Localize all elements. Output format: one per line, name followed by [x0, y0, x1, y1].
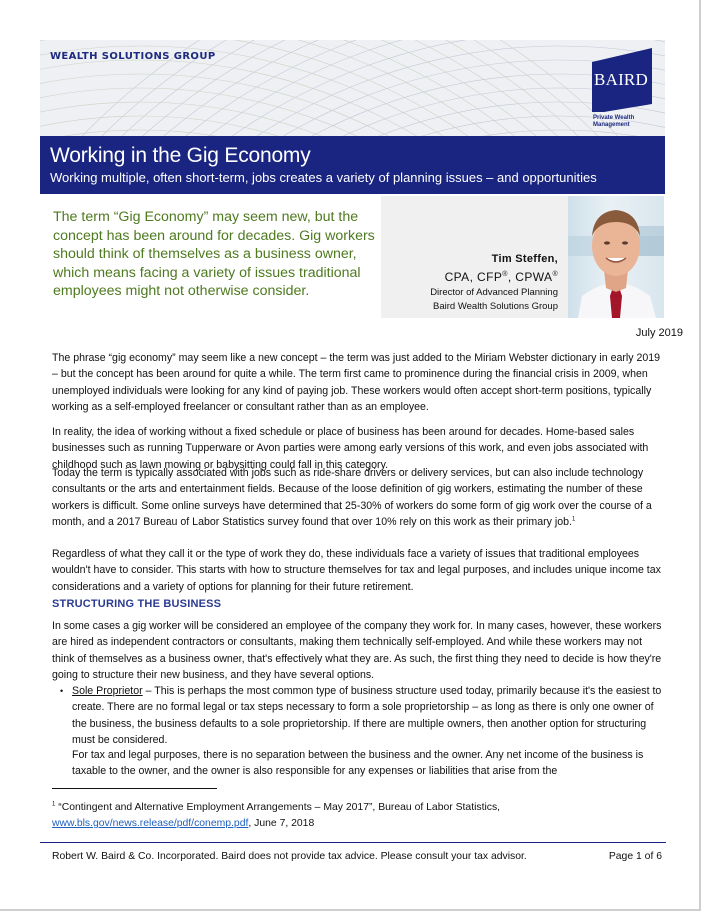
author-name: Tim Steffen,: [491, 253, 558, 265]
footnote-number: 1: [52, 801, 56, 808]
logo-subline-2: Management: [593, 122, 630, 128]
pattern-arc: [40, 88, 652, 136]
section-heading: STRUCTURING THE BUSINESS: [52, 598, 222, 610]
footnote-divider: [52, 788, 217, 789]
body-paragraph-3-text: Today the term is typically associated with jobs such as ride-share drivers or delivery services, but can also include technology consultants or the arts and entertainment fields. Because of the loose definition of gig workers, estimating the number of these workers is difficult. Some online surveys have determined that 25-30% of workers do some form of gig work over the course of a month, and a 2017 Bureau of Labor Statistics survey found that over 10% rely on this work as their primary job.: [52, 467, 652, 528]
author-credentials: [381, 267, 558, 285]
page-edge-bottom: [0, 909, 701, 911]
body-paragraph-5: In some cases a gig worker will be considered an employee of the company they work for. In many cases, however, these workers are hired as independent contractors or consultants, making them technically self-employed. And while these workers may not think of themselves as a business owner, that's effectively what they are. As such, the first thing they need to decide is how they're going to structure their new business, and they have several options.: [52, 620, 662, 681]
footnote-text: “Contingent and Alternative Employment Arrangements – May 2017”, Bureau of Labor Statistics,: [55, 802, 501, 813]
cred-cpa-cfp: CPA, CFP: [444, 270, 503, 284]
body-paragraph-3: [52, 465, 666, 530]
publication-date: July 2019: [635, 327, 683, 339]
registered-mark: ®: [552, 271, 558, 278]
author-photo: [568, 196, 664, 318]
footnote-date: , June 7, 2018: [248, 818, 315, 829]
page-title: Working in the Gig Economy: [50, 144, 311, 167]
intro-pull-quote: The term “Gig Economy” may seem new, but the concept has been around for decades. Gig workers should think of themselves as a business owner, which means facing a variety of issues traditional employees might not otherwise consider.: [53, 209, 375, 299]
list-item: [60, 683, 666, 748]
pattern-arc: [40, 74, 665, 136]
footnote: [52, 800, 666, 832]
footnote-reference[interactable]: 1: [571, 516, 576, 523]
author-org: Baird Wealth Solutions Group: [433, 301, 558, 312]
group-label: WEALTH SOLUTIONS GROUP: [50, 51, 216, 62]
logo-wordmark: BAIRD: [594, 70, 648, 89]
body-paragraph-2: In reality, the idea of working without a fixed schedule or place of business has been around for decades. Home-based sales businesses such as running Tupperware or Avon parties were among early versions of this work, and even jobs associated with childhood such as lawn mowing or babysitting could fall in this category.: [52, 426, 649, 471]
pattern-arc: [40, 74, 665, 136]
footnote-link[interactable]: www.bls.gov/news.release/pdf/conemp.pdf: [52, 818, 249, 829]
body-paragraph-1: The phrase “gig economy” may seem like a new concept – the term was just added to the Miriam Webster dictionary in early 2019 – but the concept has been around for quite a while. The term first came to prominence during the financial crisis in 2009, when unemployed individuals were looking for any kind of paying job. These workers would often accept short-term positions, typically working as a self-employed freelancer or consultant rather than as an employee.: [52, 352, 661, 413]
page-edge-right: [699, 0, 701, 910]
author-role: Director of Advanced Planning: [430, 287, 558, 298]
pattern-arc: [62, 102, 665, 136]
bullet-icon: •: [60, 686, 64, 696]
registered-mark: ®: [502, 271, 508, 278]
page-subtitle: Working multiple, often short-term, jobs creates a variety of planning issues – and opportunities: [50, 170, 597, 185]
page-number: Page 1 of 6: [608, 851, 662, 862]
title-banner: [40, 136, 665, 194]
bullet-term: Sole Proprietor: [72, 685, 143, 697]
pattern-arc: [76, 116, 665, 136]
logo-subline: [593, 115, 653, 129]
logo-subline-1: Private Wealth: [593, 115, 635, 121]
cred-cpwa: , CPWA: [507, 270, 553, 284]
bullet-continuation: For tax and legal purposes, there is no separation between the business and the owner. Any net income of the business is taxable to the owner, and the owner is also responsible for any expenses or liabilities that arise from the: [72, 749, 644, 778]
footer-divider: [40, 842, 666, 843]
body-paragraph-4: Regardless of what they call it or the type of work they do, these individuals face a variety of issues that traditional employees wouldn't have to consider. This starts with how to structure themselves for tax and legal purposes, and includes unique income tax considerations and a variety of options for planning for their future retirement.: [52, 548, 661, 593]
page-footer: [52, 851, 662, 862]
author-info: [381, 251, 558, 314]
footer-disclaimer: Robert W. Baird & Co. Incorporated. Baird does not provide tax advice. Please consult your tax advisor.: [52, 851, 527, 862]
bullet-text: – This is perhaps the most common type of business structure used today, primarily because it's the easiest to create. There are no formal legal or tax steps necessary to form a sole proprietorship – as long as there is only one owner of the business, the business defaults to a sole proprietorship. If there are multiple owners, then another option for structuring must be considered.: [72, 685, 662, 746]
author-headshot-graphic: [568, 196, 664, 318]
